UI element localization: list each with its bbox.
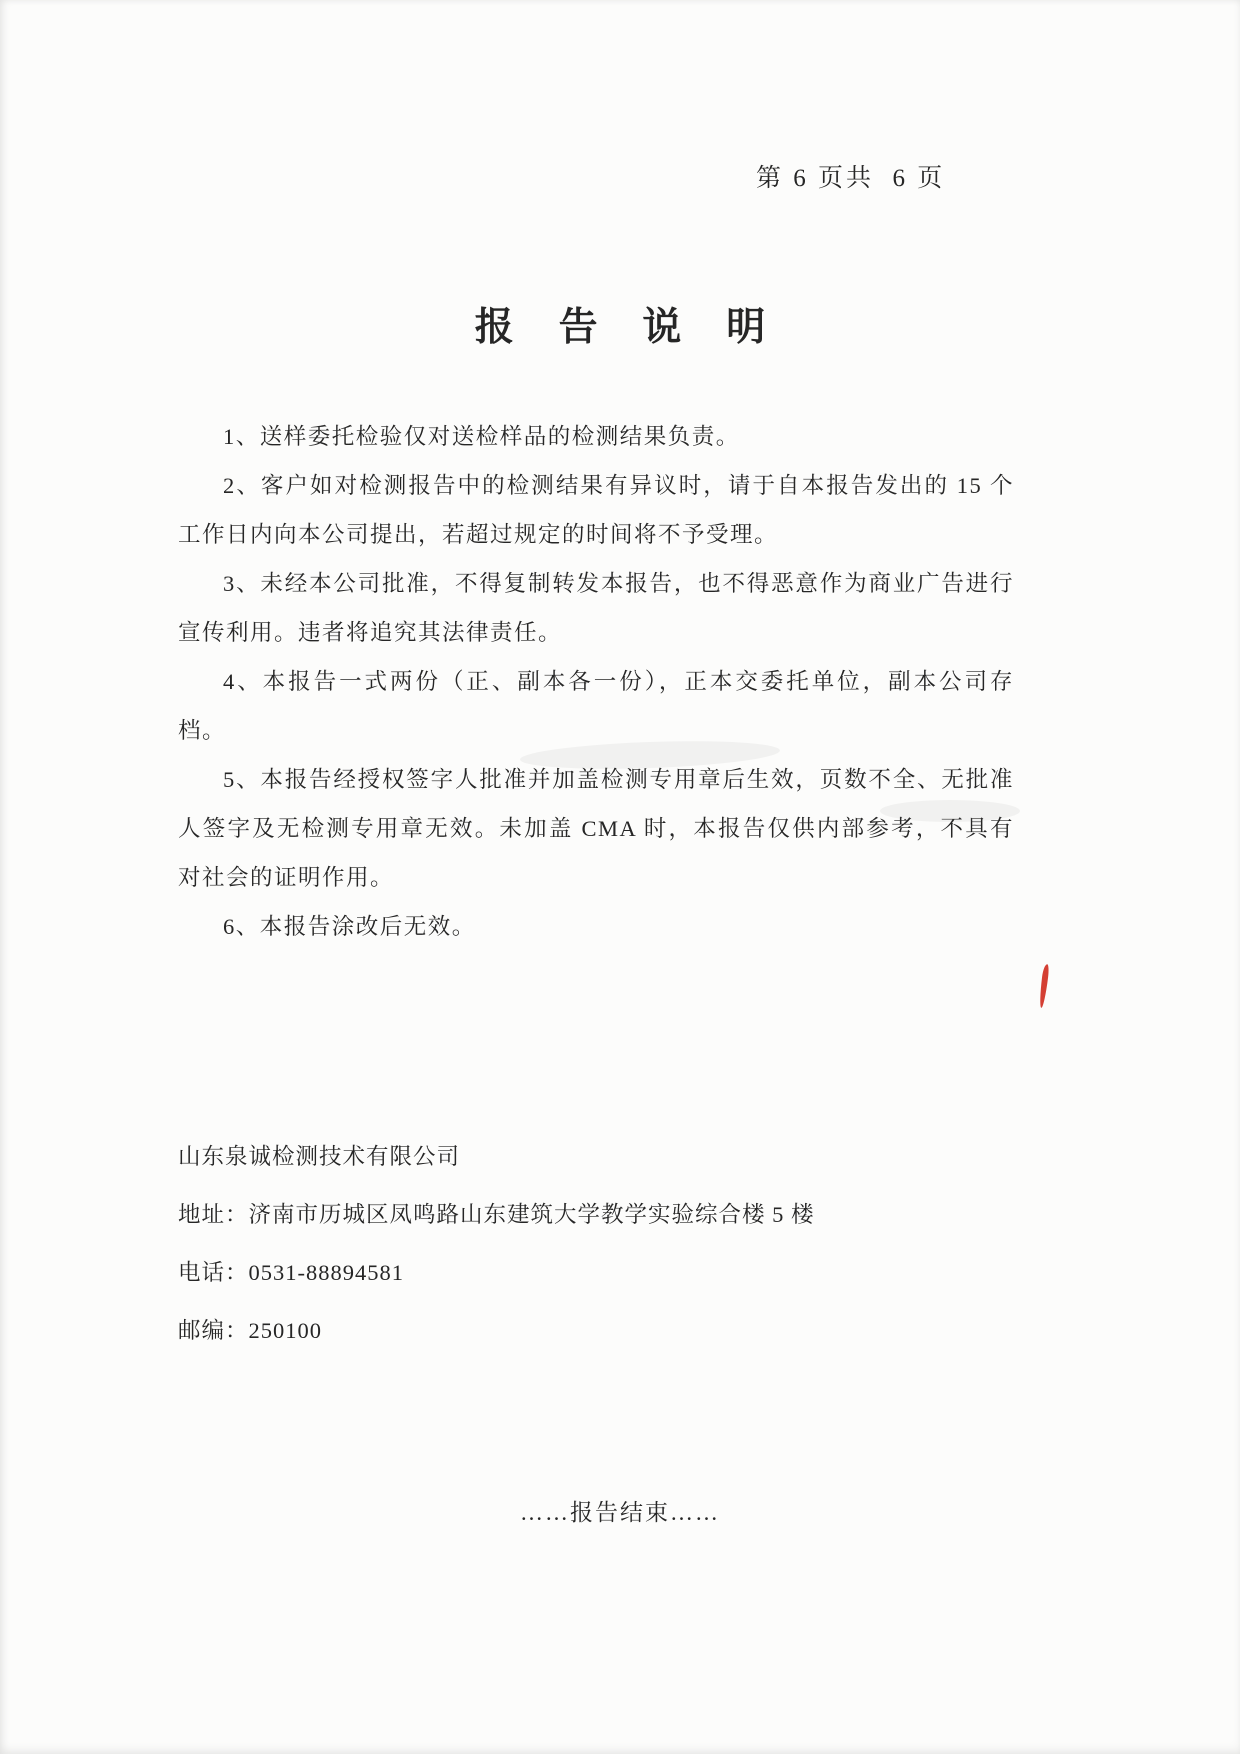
note-item-3: 3、未经本公司批准，不得复制转发本报告，也不得恶意作为商业广告进行宣传利用。违者将追究其法律责任。 xyxy=(178,571,1014,645)
note-item-1: 1、送样委托检验仅对送检样品的检测结果负责。 xyxy=(223,424,740,449)
note-item-2: 2、客户如对检测报告中的检测结果有异议时，请于自本报告发出的 15 个工作日内向本公司提出，若超过规定的时间将不予受理。 xyxy=(178,473,1014,547)
note-item-4: 4、本报告一式两份（正、副本各一份），正本交委托单位，副本公司存档。 xyxy=(178,669,1014,743)
report-notes-list xyxy=(178,412,1014,951)
company-phone: 电话：0531-88894581 xyxy=(178,1260,404,1285)
report-end-marker: ……报告结束…… xyxy=(520,1500,720,1525)
red-pen-mark xyxy=(1038,964,1049,1008)
company-address: 地址：济南市历城区凤鸣路山东建筑大学教学实验综合楼 5 楼 xyxy=(178,1202,815,1227)
company-name: 山东泉诚检测技术有限公司 xyxy=(178,1144,461,1169)
company-postcode: 邮编：250100 xyxy=(178,1318,323,1343)
note-item-6: 6、本报告涂改后无效。 xyxy=(223,914,476,939)
page-number: 第 6 页共 6 页 xyxy=(756,165,946,192)
scan-smudge xyxy=(880,800,1020,822)
page-title: 报 告 说 明 xyxy=(474,306,783,349)
note-item-5: 5、本报告经授权签字人批准并加盖检测专用章后生效，页数不全、无批准人签字及无检测专用章无效。未加盖 CMA 时，本报告仅供内部参考，不具有对社会的证明作用。 xyxy=(178,767,1014,890)
company-info-block xyxy=(178,1128,1038,1360)
